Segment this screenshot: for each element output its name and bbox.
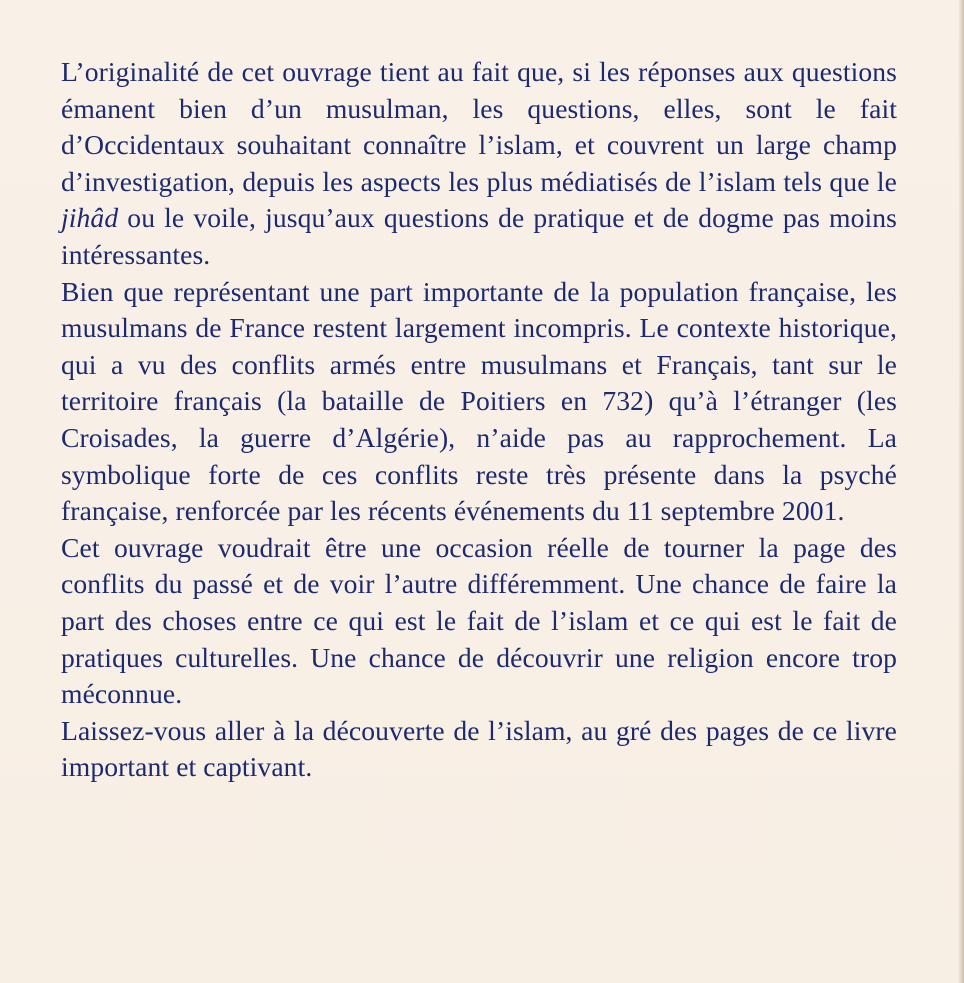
paragraph-4: Laissez-vous aller à la découverte de l’islam, au gré des pages de ce livre important et captivant.	[61, 714, 897, 783]
paragraph-1	[61, 54, 897, 274]
paragraph-3: Cet ouvrage voudrait être une occasion réelle de tourner la page des conflits du passé et de voir l’autre différemment. Une chance de faire la part des choses entre ce qui est le fait de l’islam et ce qui est le fait de pratiques culturelles. Une chance de découvrir une religion encore trop méconnue.	[61, 531, 897, 710]
blurb-text-block	[61, 54, 897, 786]
paragraph-1-text-after: ou le voile, jusqu’aux questions de pratique et de dogme pas moins intéressantes.	[61, 202, 897, 270]
paragraph-1-text-before: L’originalité de cet ouvrage tient au fait que, si les réponses aux questions émanent bien d’un musulman, les questions, elles, sont le fait d’Occidentaux souhaitant connaître l’islam, et couvrent un large champ d’investigation, depuis les aspects les plus médiatisés de l’islam tels que le	[61, 56, 897, 197]
paragraph-1-italic-term: jihâd	[61, 202, 119, 234]
paragraph-2: Bien que représentant une part importante de la population française, les musulmans de France restent largement incompris. Le contexte historique, qui a vu des conflits armés entre musulmans et Français, tant sur le territoire français (la bataille de Poitiers en 732) qu’à l’étranger (les Croisades, la guerre d’Algérie), n’aide pas au rapprochement. La symbolique forte de ces conflits reste très présente dans la psyché française, renforcée par les récents événements du 11 septembre 2001.	[61, 275, 897, 527]
page-edge-shadow	[958, 0, 964, 983]
